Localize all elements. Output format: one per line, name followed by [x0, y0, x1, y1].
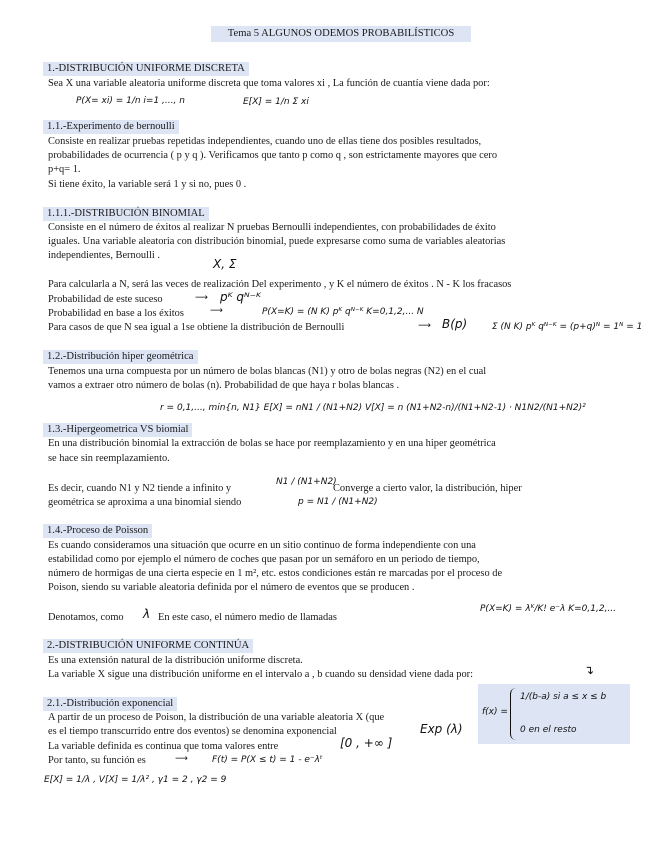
paragraph-line: Es decir, cuando N1 y N2 tiende a infinito y — [48, 483, 232, 494]
arrow-icon: ⟶ — [418, 321, 431, 331]
paragraph-line: p+q= 1. — [48, 164, 81, 175]
paragraph-line: En una distribución binomial la extracción de bolas se hace por reemplazamiento y en una hiper geométrica — [48, 438, 496, 449]
section-heading-hiper-vs-binomial: 1.3.-Hipergeometrica VS biomial — [43, 423, 192, 437]
paragraph-line: Consiste en realizar pruebas repetidas independientes, cuando uno de ellas tiene dos posibles resultados, — [48, 136, 482, 147]
arrow-icon: ⟶ — [195, 293, 208, 303]
arrow-icon: ⟶ — [175, 754, 188, 764]
handwritten-formula: 1/(b-a) si a ≤ x ≤ b — [520, 692, 607, 702]
paragraph-line: Poison, siendo su variable aleatoria definida por el número de eventos que se producen . — [48, 582, 415, 593]
paragraph-line: Por tanto, su función es — [48, 755, 146, 766]
paragraph-line: Es cuando consideramos una situación que ocurre en un sitio continuo de forma independiente con una — [48, 540, 476, 551]
paragraph-line: geométrica se aproxima a una binomial siendo — [48, 497, 242, 508]
paragraph-line: La variable X sigue una distribución uniforme en el intervalo a , b cuando su densidad viene dada por: — [48, 669, 474, 680]
handwritten-interval: [0 , +∞ ] — [340, 736, 393, 750]
handwritten-formula: F(t) = P(X ≤ t) = 1 - e⁻λᵗ — [212, 755, 323, 765]
handwritten-formula: P(X=K) = (N K) pᴷ qᴺ⁻ᴷ K=0,1,2,... N — [262, 307, 424, 317]
page-title: Tema 5 ALGUNOS ODEMOS PROBABILÍSTICOS — [211, 26, 471, 42]
handwritten-formula: 0 en el resto — [520, 725, 577, 735]
paragraph-line: se hace sin reemplazamiento. — [48, 453, 170, 464]
paragraph-line: Es una extensión natural de la distribución uniforme discreta. — [48, 655, 303, 666]
paragraph-line: Denotamos, como — [48, 612, 124, 623]
arrow-icon: ⟶ — [210, 306, 223, 316]
paragraph-line: vamos a extraer otro número de bolas (n). Probabilidad de que haya r bolas blancas . — [48, 380, 400, 391]
paragraph-line: es el tiempo transcurrido entre dos eventos) se denomina exponencial — [48, 726, 337, 737]
section-heading-uniforme-continua: 2.-DISTRIBUCIÓN UNIFORME CONTINÚA — [43, 639, 253, 653]
handwritten-lambda: λ — [143, 607, 151, 621]
handwritten-formula-pmf: P(X= xi) = 1/n i=1 ,..., n — [76, 96, 185, 106]
paragraph-line: Probabilidad en base a los éxitos — [48, 308, 184, 319]
paragraph-line: En este caso, el número medio de llamadas — [158, 612, 337, 623]
handwritten-formula: P(X=K) = λᴷ/K! e⁻λ K=0,1,2,... — [480, 604, 617, 614]
section-heading-exponencial: 2.1.-Distribución exponencial — [43, 697, 177, 711]
section-heading-uniforme-discreta: 1.-DISTRIBUCIÓN UNIFORME DISCRETA — [43, 62, 249, 76]
handwritten-formula: f(x) = — [482, 707, 508, 717]
brace-icon — [510, 688, 519, 740]
paragraph-line: Sea X una variable aleatoria uniforme discreta que toma valores xi , La función de cuantía viene dada por: — [48, 78, 490, 89]
handwritten-formula: p = N1 / (N1+N2) — [298, 497, 378, 507]
handwritten-formula: Σ (N K) pᴷ qᴺ⁻ᴷ = (p+q)ᴺ = 1ᴺ = 1 — [492, 322, 643, 332]
paragraph-line: Para calcularla a N, será las veces de realización Del experimento , y K el número de éxitos . N - K los fracasos — [48, 279, 512, 290]
paragraph-line: estabilidad como por ejemplo el número de coches que pasan por un semáforo en un periodo de tiempo, — [48, 554, 480, 565]
handwritten-formula: E[X] = 1/λ , V[X] = 1/λ² , γ1 = 2 , γ2 = 9 — [44, 775, 227, 785]
handwritten-formula: pᴷ qᴺ⁻ᴷ — [220, 290, 261, 304]
arrow-down-icon: ↴ — [584, 663, 595, 677]
paragraph-line: independientes, Bernoulli . — [48, 250, 160, 261]
handwritten-formula: Exp (λ) — [420, 722, 463, 736]
paragraph-line: La variable definida es continua que toma valores entre — [48, 741, 279, 752]
handwritten-formula: r = 0,1,..., min{n, N1} E[X] = nN1 / (N1+N2) V[X] = n (N1+N2-n)/(N1+N2-1) · N1N2/(N1+N2)² — [160, 403, 586, 413]
paragraph-line: Probabilidad de este suceso — [48, 294, 163, 305]
section-heading-poisson: 1.4.-Proceso de Poisson — [43, 524, 152, 538]
paragraph-line: Si tiene éxito, la variable será 1 y si no, pues 0 . — [48, 179, 247, 190]
paragraph-line: Tenemos una urna compuesta por un número de bolas blancas (N1) y otro de bolas negras (N2) en el cual — [48, 366, 487, 377]
paragraph-line: probabilidades de ocurrencia ( p y q ). Verificamos que tanto p como q , son estrictamente mayores que cero — [48, 150, 498, 161]
paragraph-line: Para casos de que N sea igual a 1se obtiene la distribución de Bernoulli — [48, 322, 345, 333]
paragraph-line: número de hormigas de una cierta especie en 1 m², etc. estos condiciones están re marcadas por el proceso de — [48, 568, 503, 579]
paragraph-line: Consiste en el número de éxitos al realizar N pruebas Bernoulli independientes, con probabilidades de éxito — [48, 222, 496, 233]
handwritten-sum: X, Σ — [213, 257, 237, 271]
paragraph-line: Converge a cierto valor, la distribución, hiper — [333, 483, 522, 494]
paragraph-line: iguales. Una variable aleatoria con distribución binomial, puede expresarse como suma de variables aleatorias — [48, 236, 506, 247]
section-heading-binomial: 1.1.1.-DISTRIBUCIÓN BINOMIAL — [43, 207, 209, 221]
section-heading-hipergeometrica: 1.2.-Distribución hiper geométrica — [43, 350, 198, 364]
handwritten-formula: N1 / (N1+N2) — [276, 477, 337, 487]
handwritten-formula: B(p) — [442, 317, 468, 331]
handwritten-formula-mean: E[X] = 1/n Σ xi — [243, 97, 309, 107]
section-heading-bernoulli: 1.1.-Experimento de bernoulli — [43, 120, 179, 134]
paragraph-line: A partir de un proceso de Poison, la distribución de una variable aleatoria X (que — [48, 712, 385, 723]
